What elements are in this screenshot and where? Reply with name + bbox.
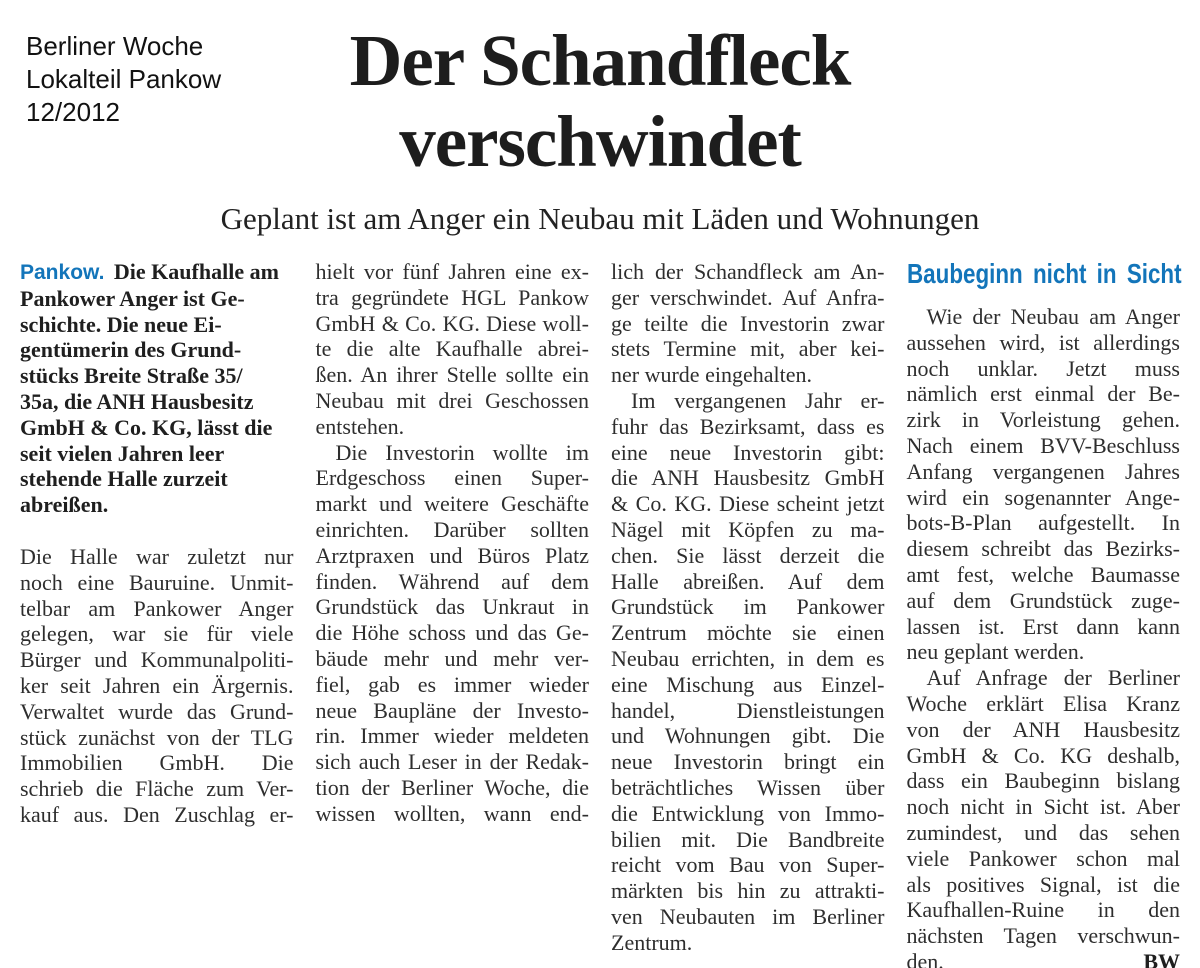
text-line: GmbH & Co. KG, lässt die	[20, 414, 273, 440]
text-line: ker seit Jahren ein Ärgernis.	[20, 672, 294, 698]
text-line: finden. Während auf dem	[315, 568, 589, 594]
lede-paragraph	[20, 259, 294, 518]
text-line: und Wohnungen gibt. Die	[611, 723, 885, 749]
text-line: zumindest, und das sehen	[906, 819, 1180, 845]
text-line: ven Neubauten im Berliner	[611, 903, 885, 929]
text-line-end: den.	[906, 948, 944, 968]
text-line: GmbH & Co. KG. Diese woll-	[315, 310, 589, 336]
text-line: stücks Breite Straße 35/	[20, 363, 243, 389]
article-column-2	[316, 259, 590, 827]
text-line: markt und weitere Geschäfte	[315, 491, 589, 517]
text-line: Verwaltet wurde das Grund-	[20, 698, 294, 724]
text-line	[907, 949, 1181, 968]
text-line: bäude mehr und mehr ver-	[315, 645, 589, 671]
text-line: Pankow. Die Kaufhalle am	[20, 259, 279, 284]
text-line: reicht vom Bau von Super-	[611, 852, 885, 878]
text-line: seit vielen Jahren leer	[20, 440, 225, 466]
body-paragraph	[611, 259, 885, 388]
text-line: schrieb die Fläche zum Ver-	[20, 776, 294, 802]
text-line: GmbH & Co. KG deshalb,	[906, 742, 1180, 768]
text-line: chen. Sie lässt derzeit die	[611, 542, 885, 568]
text-line: als positives Signal, ist die	[906, 871, 1180, 897]
text-line: Arztpraxen und Büros Platz	[315, 542, 589, 568]
text-line: Halle abreißen. Auf dem	[611, 568, 885, 594]
text-line: wird ein sogenannter Ange-	[906, 484, 1180, 510]
text-line: Kaufhallen-Ruine in den	[906, 897, 1180, 923]
text-line: Bürger und Kommunalpoliti-	[20, 647, 294, 673]
text-line: beträchtliches Wissen über	[611, 774, 885, 800]
body-paragraph	[611, 388, 885, 956]
text-line: zirk in Vorleistung gehen.	[906, 407, 1180, 433]
text-line: Wie der Neubau am Anger	[926, 304, 1180, 329]
text-line: Grundstück das Unkraut in	[315, 594, 589, 620]
article-columns	[20, 259, 1180, 968]
body-paragraph	[20, 544, 294, 828]
text-line: Neubau mit drei Geschossen	[315, 387, 589, 413]
text-line: märkten bis hin zu attrakti-	[611, 878, 885, 904]
text-line: auf dem Grundstück zuge-	[906, 587, 1180, 613]
text-line: Die Investorin wollte im	[335, 439, 589, 465]
text-line: bilien mit. Die Bandbreite	[611, 826, 885, 852]
text-line: & Co. KG. Diese scheint jetzt	[611, 491, 885, 517]
text-line: neue Baupläne der Investo-	[315, 697, 589, 723]
text-line: schichte. Die neue Ei-	[20, 311, 222, 337]
article-column-4	[907, 259, 1181, 968]
text-line: Zentrum möchte sie einen	[611, 620, 885, 646]
text-line: die Entwicklung von Immo-	[611, 800, 885, 826]
text-line: Immobilien GmbH. Die	[20, 750, 294, 776]
text-line: gelegen, war sie für viele	[20, 621, 294, 647]
text-line: tion der Berliner Woche, die	[315, 774, 589, 800]
text-line: neue Investorin bringt ein	[611, 749, 885, 775]
text-line: hielt vor fünf Jahren eine ex-	[315, 259, 589, 284]
text-line: noch unklar. Jetzt muss	[906, 355, 1180, 381]
text-line: von der ANH Hausbesitz	[906, 716, 1180, 742]
article-subheadline: Geplant ist am Anger ein Neubau mit Läden und Wohnungen	[220, 201, 980, 236]
text-line: handel, Dienstleistungen	[611, 697, 885, 723]
text-line: Auf Anfrage der Berliner	[926, 665, 1180, 691]
text-line: rin. Immer wieder meldeten	[315, 723, 589, 749]
text-line: stück zunächst von der TLG	[20, 724, 294, 750]
text-line: Zentrum.	[611, 929, 693, 955]
text-line: fuhr das Bezirksamt, dass es	[611, 413, 885, 439]
text-line: abreißen.	[20, 492, 109, 518]
author-signature: BW	[1143, 948, 1180, 968]
text-line: Pankower Anger ist Ge-	[20, 285, 245, 311]
headline-line-1: Der Schandfleck	[349, 20, 851, 101]
body-paragraph	[316, 440, 590, 827]
text-line: Die Halle war zuletzt nur	[20, 543, 294, 569]
text-line: nächsten Tagen verschwun-	[906, 923, 1180, 949]
text-line: bots-B-Plan aufgestellt. In	[906, 510, 1180, 536]
text-line: stehende Halle zurzeit	[20, 466, 228, 492]
text-line: nämlich erst einmal der Be-	[906, 381, 1180, 407]
text-line: Neubau errichten, in dem es	[611, 645, 885, 671]
article-column-1	[20, 259, 294, 828]
text-line: entstehen.	[315, 413, 405, 439]
text-line: ger verschwindet. Auf Anfra-	[611, 284, 885, 310]
article-headline	[0, 20, 1200, 182]
text-line: neu geplant werden.	[906, 639, 1085, 665]
text-line: stets Termine mit, aber kei-	[611, 336, 885, 362]
text-line: aussehen wird, ist allerdings	[906, 329, 1180, 355]
text-line: ßen. An ihrer Stelle sollte ein	[315, 362, 589, 388]
body-paragraph	[316, 259, 590, 440]
text-line: eine neue Investorin gibt:	[611, 439, 885, 465]
text-line: amt fest, welche Baumasse	[906, 561, 1180, 587]
text-line: ge teilte die Investorin zwar	[611, 310, 885, 336]
text-line: die Höhe schoss und das Ge-	[315, 620, 589, 646]
text-line: Nägel mit Köpfen zu ma-	[611, 516, 885, 542]
text-line: fiel, gab es immer wieder	[315, 671, 589, 697]
text-line: dass ein Baubeginn bislang	[906, 768, 1180, 794]
text-line: wissen wollten, wann end-	[315, 800, 589, 826]
kicker-section: Lokalteil Pankow	[26, 64, 222, 94]
text-line: 35a, die ANH Hausbesitz	[20, 388, 254, 414]
text-line: diesem schreibt das Bezirks-	[906, 536, 1180, 562]
text-line: noch eine Bauruine. Unmit-	[20, 569, 294, 595]
kicker-issue: 12/2012	[26, 97, 120, 127]
text-line: tra gegründete HGL Pankow	[315, 284, 589, 310]
text-line: noch nicht in Sicht ist. Aber	[906, 794, 1180, 820]
article-column-3	[611, 259, 885, 956]
column-subhead: Baubeginn nicht in Sicht	[906, 258, 1182, 289]
text-line: kauf aus. Den Zuschlag er-	[20, 801, 294, 827]
text-line: ner wurde eingehalten.	[611, 362, 812, 388]
text-line: Erdgeschoss einen Super-	[315, 465, 589, 491]
text-line: Nach einem BVV-Beschluss	[906, 432, 1180, 458]
text-line: einrichten. Darüber sollten	[315, 516, 589, 542]
text-line: Im vergangenen Jahr er-	[631, 387, 885, 413]
text-line: eine Mischung aus Einzel-	[611, 671, 885, 697]
text-line: telbar am Pankower Anger	[20, 595, 294, 621]
text-line: Anfang vergangenen Jahres	[906, 458, 1180, 484]
text-line: lassen ist. Erst dann kann	[906, 613, 1180, 639]
text-line: sich auch Leser in der Redak-	[315, 749, 589, 775]
text-line: gentümerin des Grund-	[20, 337, 242, 363]
location-tag: Pankow.	[20, 261, 105, 284]
text-line: lich der Schandfleck am An-	[611, 259, 885, 284]
text-line: viele Pankower schon mal	[906, 845, 1180, 871]
text-line: die ANH Hausbesitz GmbH	[611, 465, 885, 491]
body-paragraph	[907, 665, 1181, 968]
headline-line-2: verschwindet	[399, 101, 801, 182]
text-line: Woche erklärt Elisa Kranz	[906, 690, 1180, 716]
body-paragraph	[907, 304, 1181, 665]
text-line: Grundstück im Pankower	[611, 594, 885, 620]
kicker-publication: Berliner Woche	[26, 31, 204, 61]
text-line: te die alte Kaufhalle abrei-	[315, 336, 589, 362]
